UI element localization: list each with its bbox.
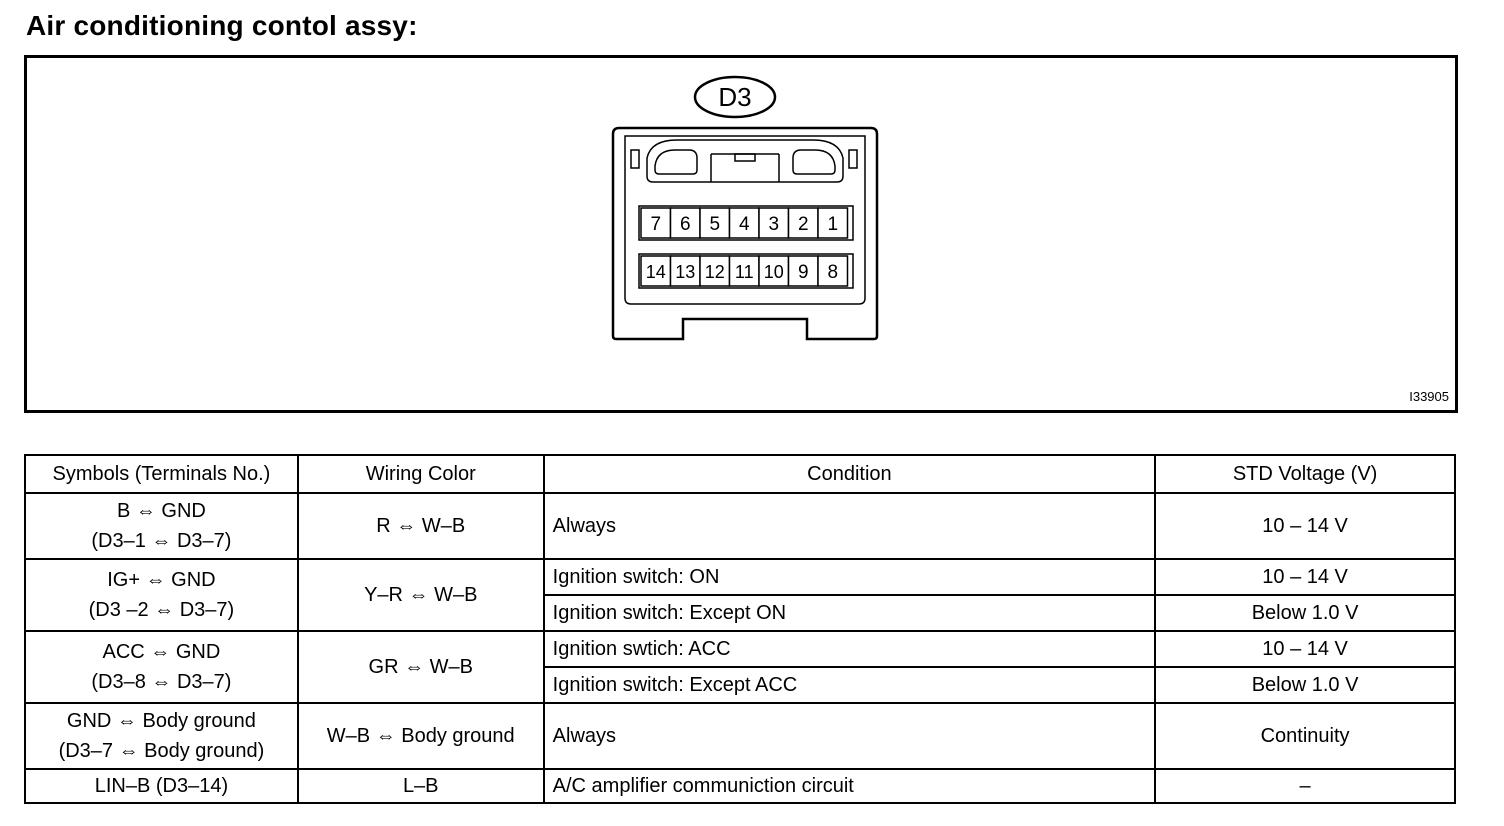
- connector-diagram: [24, 55, 1458, 413]
- voltage-cell: 10 – 14 V: [1155, 631, 1455, 667]
- symbol-text: IG+ ⇔ GND: [107, 569, 216, 591]
- voltage-cell: Below 1.0 V: [1155, 595, 1455, 631]
- wiring-cell: Y–R ⇔ W–B: [298, 559, 544, 631]
- symbol-cell: [25, 631, 298, 703]
- voltage-cell: 10 – 14 V: [1155, 493, 1455, 559]
- pin-number: 6: [679, 214, 691, 235]
- wiring-cell: GR ⇔ W–B: [298, 631, 544, 703]
- table-header-row: [25, 455, 1455, 493]
- voltage-cell: 10 – 14 V: [1155, 559, 1455, 595]
- condition-cell: Ignition switch: ON: [544, 559, 1156, 595]
- voltage-cell: –: [1155, 769, 1455, 803]
- table-row: [25, 493, 1455, 559]
- symbol-text: ACC ⇔ GND: [102, 641, 221, 663]
- pin-number: 11: [734, 262, 754, 282]
- condition-cell: A/C amplifier communiction circuit: [544, 769, 1156, 803]
- voltage-cell: Below 1.0 V: [1155, 667, 1455, 703]
- header-symbols: Symbols (Terminals No.): [25, 455, 298, 493]
- pin-number: 13: [675, 262, 696, 282]
- condition-cell: Ignition swtich: ACC: [544, 631, 1156, 667]
- header-std-voltage: STD Voltage (V): [1155, 455, 1455, 493]
- table-row: [25, 559, 1455, 595]
- header-wiring-color: Wiring Color: [298, 455, 544, 493]
- voltage-cell: Continuity: [1155, 703, 1455, 769]
- terminals-text: (D3–1 ⇔ D3–7): [91, 530, 232, 552]
- terminals-text: (D3–8 ⇔ D3–7): [91, 671, 232, 693]
- symbol-cell: LIN–B (D3–14): [25, 769, 298, 803]
- pin-number: 1: [827, 214, 839, 235]
- pin-number: 4: [738, 214, 750, 235]
- pin-number: 8: [827, 262, 839, 283]
- header-condition: Condition: [544, 455, 1156, 493]
- terminal-spec-table: [24, 454, 1456, 804]
- pin-number: 2: [797, 214, 809, 235]
- pin-number: 12: [704, 262, 725, 282]
- wiring-cell: R ⇔ W–B: [298, 493, 544, 559]
- bottom-pin-row: [641, 256, 848, 286]
- terminals-text: (D3–7 ⇔ Body ground): [58, 740, 265, 762]
- connector-label: D3: [718, 82, 752, 112]
- symbol-text: B ⇔ GND: [116, 500, 206, 522]
- table-row: [25, 769, 1455, 803]
- figure-code: I33905: [1409, 389, 1449, 404]
- wiring-cell: W–B ⇔ Body ground: [298, 703, 544, 769]
- pin-number: 7: [650, 214, 662, 235]
- pin-number: 14: [645, 262, 666, 282]
- top-pin-row: [641, 208, 848, 238]
- pin-number: 3: [768, 214, 780, 235]
- condition-cell: Always: [544, 703, 1156, 769]
- table-row: [25, 703, 1455, 769]
- pin-number: 9: [797, 262, 809, 283]
- pin-number: 5: [709, 214, 721, 235]
- condition-cell: Ignition switch: Except ON: [544, 595, 1156, 631]
- wiring-cell: L–B: [298, 769, 544, 803]
- terminals-text: (D3 –2 ⇔ D3–7): [88, 599, 235, 621]
- condition-cell: Ignition switch: Except ACC: [544, 667, 1156, 703]
- symbol-cell: [25, 493, 298, 559]
- connector-drawing: [27, 58, 1455, 410]
- symbol-cell: [25, 703, 298, 769]
- condition-cell: Always: [544, 493, 1156, 559]
- symbol-text: GND ⇔ Body ground: [66, 710, 256, 732]
- pin-number: 10: [763, 262, 784, 282]
- table-row: [25, 631, 1455, 667]
- page-title: Air conditioning contol assy:: [26, 10, 418, 41]
- symbol-cell: [25, 559, 298, 631]
